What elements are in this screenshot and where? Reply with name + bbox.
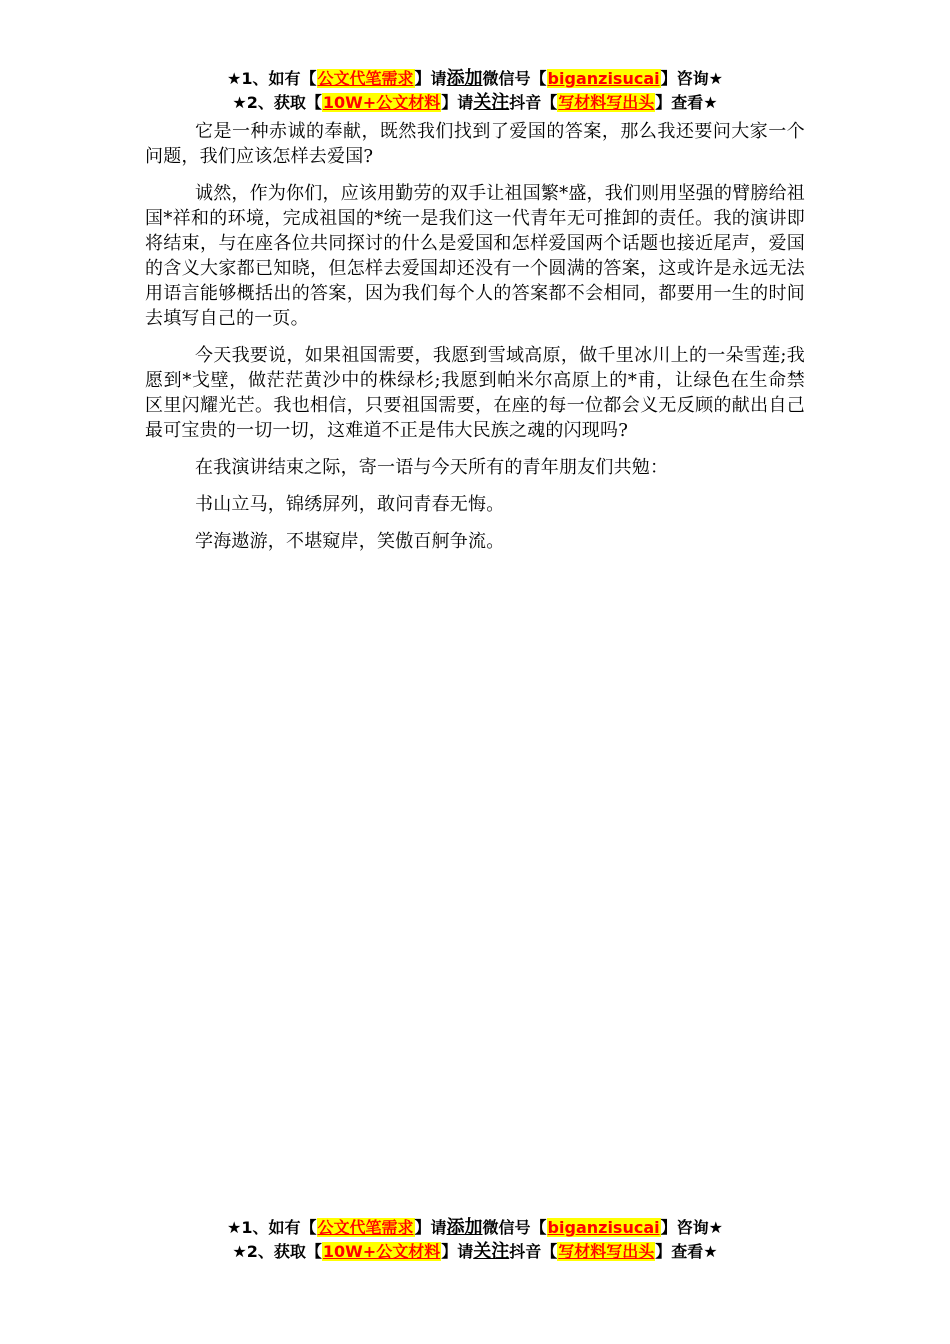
banner-text: ★2、获取【 [232, 93, 322, 112]
banner-text: 】查看★ [655, 1242, 718, 1261]
banner-text: 微信号【 [482, 69, 547, 88]
banner-line-1 [0, 67, 950, 91]
highlight-wechat-id: biganzisucai [547, 69, 660, 88]
banner-text: ★1、如有【 [227, 1218, 317, 1237]
highlight-wechat-id: biganzisucai [547, 1218, 660, 1237]
banner-text: 】咨询★ [660, 1218, 723, 1237]
banner-text: 抖音【 [509, 93, 558, 112]
document-body [145, 119, 805, 566]
banner-text: ★2、获取【 [232, 1242, 322, 1261]
paragraph: 它是一种赤诚的奉献，既然我们找到了爱国的答案，那么我还要问大家一个问题，我们应该怎样去爱国? [145, 121, 805, 167]
banner-text: 】请 [414, 69, 447, 88]
banner-text: 】请 [414, 1218, 447, 1237]
banner-text: 】请 [441, 93, 474, 112]
highlight-materials: 10W+公文材料 [322, 93, 441, 112]
header-banner [0, 67, 950, 115]
paragraph: 学海遨游，不堪窥岸，笑傲百舸争流。 [195, 531, 505, 552]
highlight-materials: 10W+公文材料 [322, 1242, 441, 1261]
highlight-service: 公文代笔需求 [317, 1218, 414, 1237]
banner-text: 】查看★ [655, 93, 718, 112]
banner-text: 】咨询★ [660, 69, 723, 88]
banner-text: 微信号【 [482, 1218, 547, 1237]
highlight-douyin-account: 写材料写出头 [558, 1242, 655, 1261]
banner-line-2 [0, 91, 950, 115]
highlight-service: 公文代笔需求 [317, 69, 414, 88]
banner-line-1 [0, 1216, 950, 1240]
banner-text: 】请 [441, 1242, 474, 1261]
emphasis-add: 添加 [446, 68, 483, 89]
highlight-douyin-account: 写材料写出头 [558, 93, 655, 112]
emphasis-add: 添加 [446, 1217, 483, 1238]
paragraph: 书山立马，锦绣屏列，敢问青春无悔。 [195, 494, 505, 515]
paragraph: 今天我要说，如果祖国需要，我愿到雪域高原，做千里冰川上的一朵雪莲;我愿到*戈壁，做茫茫黄沙中的株绿杉;我愿到帕米尔高原上的*甫，让绿色在生命禁区里闪耀光芒。我也相信，只要祖国需要，在座的每一位都会义无反顾的献出自己最可宝贵的一切一切，这难道不正是伟大民族之魂的闪现吗? [145, 345, 805, 441]
banner-text: ★1、如有【 [227, 69, 317, 88]
banner-text: 抖音【 [509, 1242, 558, 1261]
emphasis-follow: 关注 [473, 92, 510, 113]
banner-line-2 [0, 1240, 950, 1264]
footer-banner [0, 1216, 950, 1264]
paragraph: 在我演讲结束之际，寄一语与今天所有的青年朋友们共勉： [195, 457, 669, 478]
emphasis-follow: 关注 [473, 1241, 510, 1262]
paragraph: 诚然，作为你们，应该用勤劳的双手让祖国繁*盛，我们则用坚强的臂膀给祖国*祥和的环境，完成祖国的*统一是我们这一代青年无可推卸的责任。我的演讲即将结束，与在座各位共同探讨的什么是爱国和怎样爱国两个话题也接近尾声，爱国的含义大家都已知晓，但怎样去爱国却还没有一个圆满的答案，这或许是永远无法用语言能够概括出的答案，因为我们每个人的答案都不会相同，都要用一生的时间去填写自己的一页。 [145, 183, 805, 329]
